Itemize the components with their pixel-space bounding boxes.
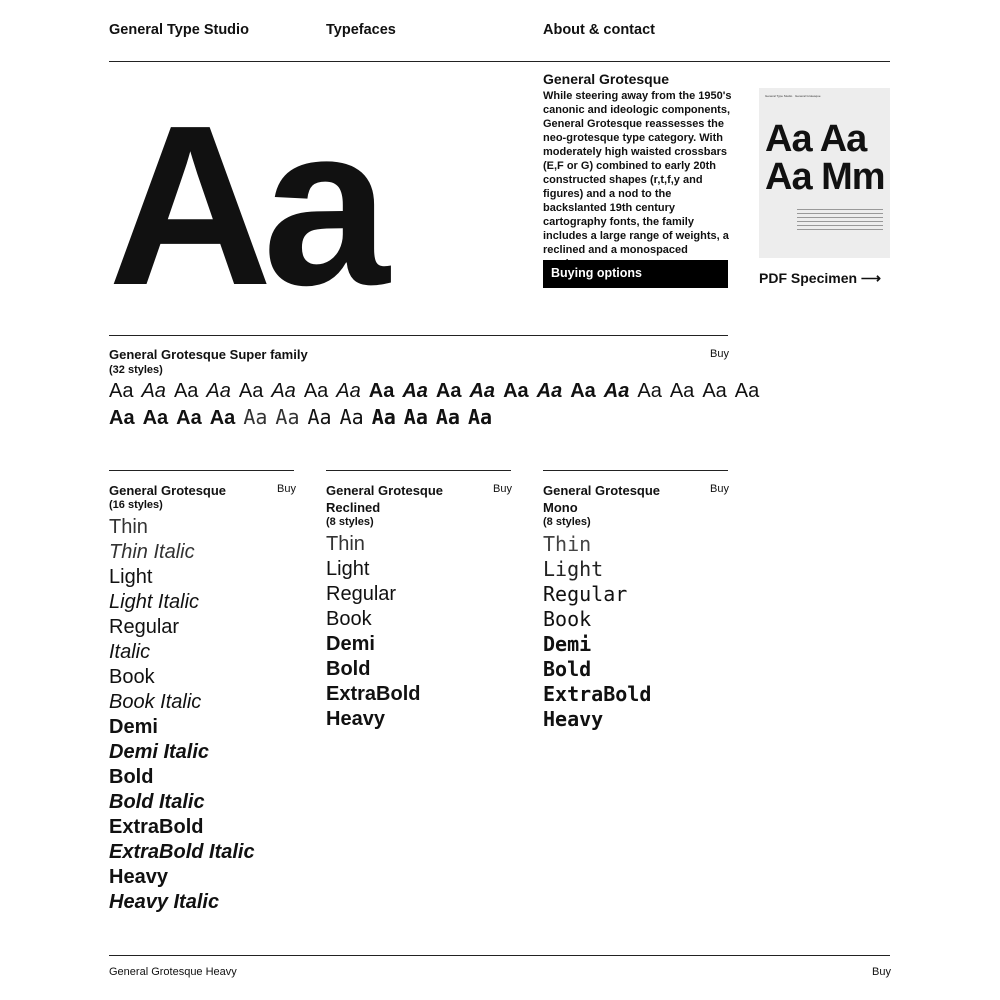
style-item: Book (326, 608, 372, 630)
footer-divider (109, 955, 890, 956)
pdf-specimen-link[interactable]: PDF Specimen ⟶ (759, 270, 881, 286)
style-item: Demi (109, 716, 158, 738)
nav-typefaces[interactable]: Typefaces (326, 22, 396, 38)
style-item: Bold (543, 657, 592, 681)
sample: Aa (467, 405, 493, 429)
family-buy-grotesque[interactable]: Buy (277, 483, 296, 495)
super-family-divider (109, 335, 728, 336)
style-item: ExtraBold (543, 682, 652, 706)
style-item: Thin (543, 532, 592, 556)
sample: Aa (702, 380, 727, 402)
sample: Aa (403, 405, 428, 429)
style-item: Heavy (326, 708, 385, 730)
style-item: Heavy Italic (109, 891, 220, 913)
sample: Aa (243, 405, 268, 429)
family-count-mono: (8 styles) (543, 516, 591, 528)
style-item: Thin (109, 516, 148, 538)
sample: Aa (402, 380, 428, 402)
style-list-mono (543, 532, 651, 732)
style-item: Demi (326, 633, 375, 655)
family-title-grotesque: General Grotesque (109, 483, 227, 498)
sample: Aa (206, 380, 231, 402)
style-item: Regular (326, 583, 397, 605)
sample: Aa (303, 380, 329, 402)
sample: Aa (469, 380, 496, 402)
style-item: Book (109, 666, 155, 688)
style-item: ExtraBold (109, 816, 204, 838)
sample: Aa (271, 380, 296, 402)
specimen-brand: General Type Studio (765, 94, 793, 98)
super-family-count: (32 styles) (109, 364, 163, 376)
family-divider-grotesque (109, 470, 294, 471)
style-item: ExtraBold Italic (109, 841, 255, 863)
super-family-title: General Grotesque Super family (109, 347, 308, 362)
pdf-specimen-thumbnail[interactable] (759, 88, 890, 258)
style-item: Demi (543, 632, 592, 656)
family-divider-mono (543, 470, 728, 471)
sample: Aa (336, 380, 361, 402)
style-item: ExtraBold (326, 683, 421, 705)
sample: Aa (371, 405, 396, 429)
super-family-samples-row-1 (109, 380, 767, 403)
specimen-row-2: Aa Mm (765, 156, 885, 198)
sample: Aa (368, 380, 395, 402)
family-count-reclined: (8 styles) (326, 516, 374, 528)
sample: Aa (734, 380, 760, 402)
super-family-samples-row-2 (109, 405, 500, 430)
style-item: Book Italic (109, 691, 202, 713)
sample: Aa (109, 380, 134, 402)
sample: Aa (275, 405, 300, 429)
sample: Aa (307, 405, 332, 429)
sample: Aa (536, 380, 563, 402)
style-item: Heavy (109, 866, 168, 888)
footer-style-label: General Grotesque Heavy (109, 966, 237, 978)
style-item: Heavy (543, 707, 604, 731)
sample: Aa (435, 405, 460, 429)
buying-options-button[interactable]: Buying options (543, 260, 728, 288)
family-buy-mono[interactable]: Buy (710, 483, 729, 495)
specimen-family: General Grotesque (795, 94, 821, 98)
style-item: Light (109, 566, 153, 588)
style-item: Thin Italic (109, 541, 195, 563)
style-item: Bold (326, 658, 371, 680)
style-item: Thin (326, 533, 365, 555)
sample: Aa (238, 380, 264, 402)
style-item: Bold (109, 766, 154, 788)
style-item: Regular (109, 616, 180, 638)
sample: Aa (603, 380, 630, 402)
sample: Aa (141, 380, 166, 402)
sample: Aa (503, 380, 529, 402)
specimen-text-lines (797, 209, 883, 233)
sample: Aa (637, 380, 662, 402)
footer-buy-link[interactable]: Buy (872, 966, 891, 978)
style-item: Demi Italic (109, 741, 210, 763)
style-item: Italic (109, 641, 151, 663)
sample: Aa (669, 380, 695, 402)
style-item: Light Italic (109, 591, 200, 613)
style-item: Book (543, 607, 592, 631)
style-item: Bold Italic (109, 791, 205, 813)
sample: Aa (435, 380, 462, 402)
header-divider (109, 61, 890, 62)
sample: Aa (339, 405, 364, 429)
sample: Aa (142, 407, 169, 429)
brand-link[interactable]: General Type Studio (109, 22, 249, 38)
specimen-row-1: Aa Aa (765, 118, 867, 160)
nav-about-contact[interactable]: About & contact (543, 22, 655, 38)
typeface-description: While steering away from the 1950's canonic and ideologic components, General Grotesque reassesses the neo-grotesque type category. With moderately high waisted crossbars (E,F or G) combined to early 20th constructed shapes (r,t,f,y and figures) and a nod to the backslanted 19th century cartography fonts, the family includes a large range of weights, a reclined and a monospaced (543, 90, 732, 256)
sample: Aa (570, 380, 596, 402)
style-list-reclined (326, 532, 420, 732)
style-list-grotesque (109, 515, 255, 915)
family-count-grotesque: (16 styles) (109, 499, 163, 511)
sample: Aa (176, 407, 202, 429)
family-buy-reclined[interactable]: Buy (493, 483, 512, 495)
typeface-title: General Grotesque (543, 71, 670, 87)
family-divider-reclined (326, 470, 511, 471)
style-item: Light (543, 557, 604, 581)
super-family-buy-link[interactable]: Buy (710, 348, 729, 360)
hero-glyphs: Aa (108, 79, 380, 333)
style-item: Light (326, 558, 370, 580)
sample: Aa (109, 407, 135, 429)
style-item: Regular (543, 582, 628, 606)
family-title-reclined: General Grotesque Reclined (326, 483, 444, 515)
sample: Aa (209, 407, 236, 429)
family-title-mono: General Grotesque Mono (543, 483, 661, 515)
sample: Aa (173, 380, 199, 402)
